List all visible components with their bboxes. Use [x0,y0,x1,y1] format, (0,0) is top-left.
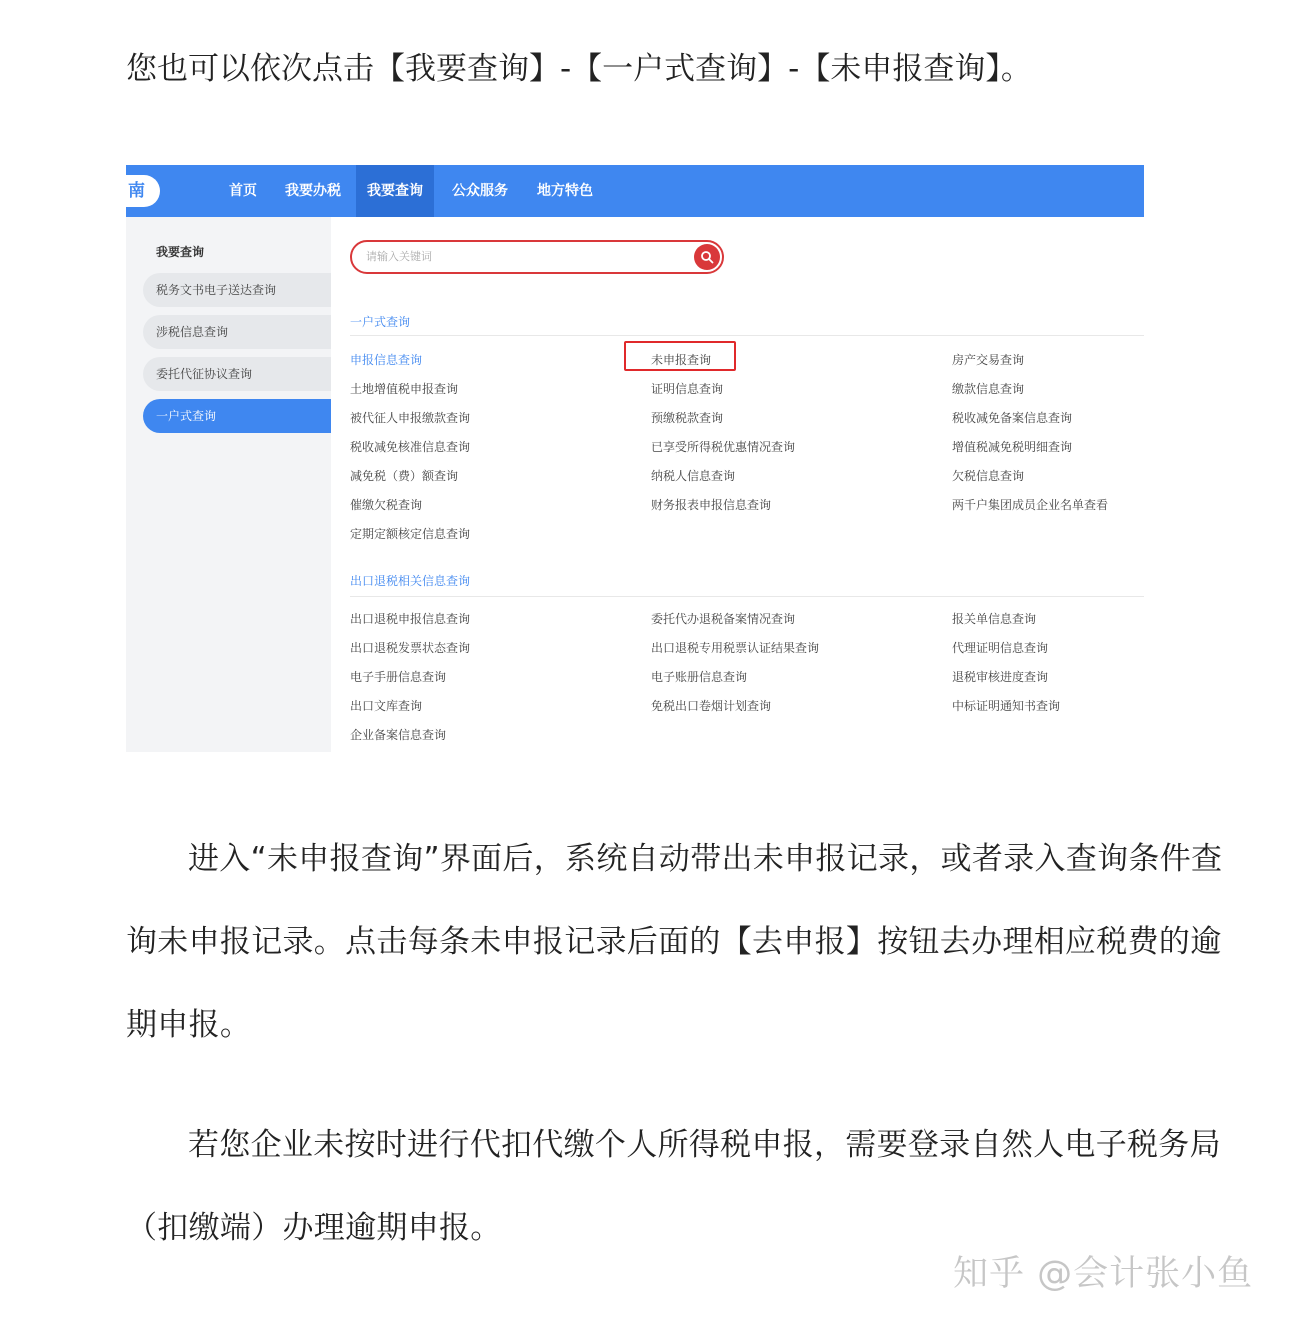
link-fixed-quota[interactable]: 定期定额核定信息查询 [350,527,471,541]
nav-public-service[interactable]: 公众服务 [452,183,508,199]
link-property-transaction[interactable]: 房产交易查询 [952,353,1025,367]
link-financial-report[interactable]: 财务报表申报信息查询 [651,498,772,512]
link-exemption-approval[interactable]: 税收减免核准信息查询 [350,440,471,454]
link-reduction-amount[interactable]: 减免税（费）额查询 [350,469,459,483]
link-arrears-info[interactable]: 欠税信息查询 [952,469,1025,483]
link-export-refund-declaration[interactable]: 出口退税申报信息查询 [350,612,471,626]
search-icon [700,250,714,264]
link-certificate-info[interactable]: 证明信息查询 [651,382,724,396]
embedded-screenshot [126,165,1144,752]
link-declaration-info[interactable]: 申报信息查询 [350,353,423,367]
sidebar-item-one-stop[interactable]: 一户式查询 [143,399,331,433]
top-nav-bar [126,165,1144,217]
nav-do-tax[interactable]: 我要办税 [285,183,341,199]
link-vat-exemption-detail[interactable]: 增值税减免税明细查询 [952,440,1073,454]
logo: 南 [128,181,145,201]
link-undeclared-query[interactable]: 未申报查询 [651,353,712,367]
link-exemption-filing[interactable]: 税收减免备案信息查询 [952,411,1073,425]
body-paragraph-2: 进入“未申报查询”界面后，系统自动带出未申报记录，或者录入查询条件查询未申报记录。点击每条未申报记录后面的【去申报】按钮去办理相应税费的逾期申报。 [126,841,1223,1043]
nav-local-feature[interactable]: 地方特色 [537,183,593,199]
sidebar [126,217,331,752]
link-land-vat[interactable]: 土地增值税申报查询 [350,382,459,396]
link-enterprise-filing[interactable]: 企业备案信息查询 [350,728,447,742]
link-customs-declaration[interactable]: 报关单信息查询 [952,612,1037,626]
body-paragraph-3: 若您企业未按时进行代扣代缴个人所得税申报，需要登录自然人电子税务局（扣缴端）办理逾期申报。 [126,1127,1221,1246]
link-income-tax-preference[interactable]: 已享受所得税优惠情况查询 [651,440,796,454]
section-title-export-refund: 出口退税相关信息查询 [350,574,471,588]
link-taxpayer-info[interactable]: 纳税人信息查询 [651,469,736,483]
sidebar-item-tax-info[interactable]: 涉税信息查询 [143,315,331,349]
link-collected-payment[interactable]: 被代征人申报缴款查询 [350,411,471,425]
section-divider [350,335,1144,336]
link-e-manual[interactable]: 电子手册信息查询 [350,670,447,684]
section-divider [350,596,1144,597]
link-group-members[interactable]: 两千户集团成员企业名单查看 [952,498,1109,512]
sidebar-item-doc-delivery[interactable]: 税务文书电子送达查询 [143,273,331,307]
link-refund-progress[interactable]: 退税审核进度查询 [952,670,1049,684]
link-agency-refund-filing[interactable]: 委托代办退税备案情况查询 [651,612,796,626]
search-input[interactable]: 请输入关键词 [366,250,432,263]
link-export-library[interactable]: 出口文库查询 [350,699,423,713]
link-payment-info[interactable]: 缴款信息查询 [952,382,1025,396]
link-export-invoice-status[interactable]: 出口退税发票状态查询 [350,641,471,655]
link-special-invoice-auth[interactable]: 出口退税专用税票认证结果查询 [651,641,820,655]
link-prepaid-tax[interactable]: 预缴税款查询 [651,411,724,425]
search-button[interactable] [694,244,720,270]
link-bid-notice[interactable]: 中标证明通知书查询 [952,699,1061,713]
watermark: 知乎 @会计张小鱼 [953,1254,1254,1294]
link-tobacco-plan[interactable]: 免税出口卷烟计划查询 [651,699,772,713]
nav-home[interactable]: 首页 [229,183,257,199]
search-field[interactable] [350,240,724,274]
link-overdue-tax-urge[interactable]: 催缴欠税查询 [350,498,423,512]
section-title-one-stop: 一户式查询 [350,315,411,329]
intro-paragraph: 您也可以依次点击【我要查询】-【一户式查询】-【未申报查询】。 [126,51,1032,87]
link-agency-certificate[interactable]: 代理证明信息查询 [952,641,1049,655]
sidebar-title: 我要查询 [156,245,205,259]
link-e-ledger[interactable]: 电子账册信息查询 [651,670,748,684]
nav-query[interactable]: 我要查询 [356,165,434,217]
sidebar-item-agency-agreement[interactable]: 委托代征协议查询 [143,357,331,391]
